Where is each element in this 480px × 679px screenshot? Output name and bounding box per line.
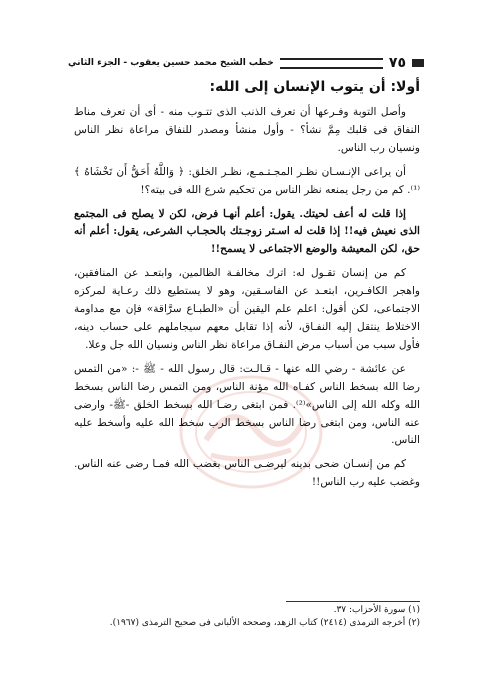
paragraph: وأصل التوبة وفـرعها أن تعرف الذنب الذى تتـوب منه - أى أن تعرف مناط النفاق فى قلبك مِمَّ نشأ؟ - وأول منشأ ومصدر للنفاق مراعاة نظر الناس ونسيان رب الناس. bbox=[74, 106, 420, 154]
paragraph: عن عائشة - رضي الله عنها - قـالـت: قال رسول الله - ﷺ -: «من التمس رضا الله بسخط الناس كفـاه الله مؤنة الناس، ومن التمس رضا الناس بسخط الله وكله الله إلى الناس»⁽²⁾. فمن ابتغى رضـا الله بسخط الخلق -ﷺ- وارضى عنه الناس، ومن ابتغى رضا الناس بسخط الرب سخط الله عليه وأسخط عليه الناس. bbox=[74, 362, 420, 447]
page-body bbox=[74, 76, 420, 498]
page-number: ٧٥ bbox=[388, 55, 406, 71]
footnote-divider bbox=[286, 601, 420, 602]
page-header bbox=[68, 55, 424, 71]
footnote: (٢) أخرجه الترمذى (٢٤١٤) كتاب الزهد، وصححه الألبانى فى صحيح الترمذى (١٩٦٧). bbox=[109, 618, 420, 628]
paragraph: كم من إنسـان ضحى بدينه ليرضـى الناس بغضب الله فمـا رضى عنه الناس. وغضب عليه رب الناس!! bbox=[74, 458, 420, 489]
paragraph: أن يراعى الإنـسـان نظـر المجـتـمـع، نظـر الخلق: ﴿ وَاللَّهُ أَحَقُّ أَن تَخْشَاهُ ﴾⁽¹⁾. كم من رجل يمنعه نظر الناس من تحكيم شرع الله فى بيته؟! bbox=[74, 165, 420, 196]
paragraph: كم من إنسان تقـول له: اترك مخالفـة الظالمين، وابتعـد عن المنافقين، واهجر الكافـرين، ابتعـد عن الفاسـقين، وهو لا يستطيع ذلك رعـاية لمركزه الاجتماعى، لكن أقول: اعلم علم اليقين أن «الطبـاع سرَّاقة» فإن مع مداومة الاختلاط ينتقل إليه النفـاق، لأنه إذا تقابل معهم سيجاملهم على حساب دينه، فأول سبب من أسباب مرض النفـاق مراعاة نظر الناس ونسيان الله جل وعلا. bbox=[74, 267, 420, 351]
header-rule bbox=[280, 58, 383, 69]
header-square bbox=[412, 59, 424, 67]
paragraph: إذا قلت له أعف لحيتك. يقول: أعلم أنهـا فرض، لكن لا يصلح فى المجتمع الذى نعيش فيه!! إذا قلت له اسـتر زوجـتك بالحجـاب الشرعى، يقول: أعلم أنه حق، لكن المعيشة والوضع الاجتماعى لا يسمح!! bbox=[74, 207, 420, 256]
section-heading: أولا: أن يتوب الإنسان إلى الله: bbox=[209, 79, 420, 95]
footnotes bbox=[74, 604, 420, 630]
footnote: (١) سورة الأحزاب: ٣٧. bbox=[333, 605, 420, 615]
book-title: خطب الشيخ محمد حسين يعقوب - الجزء الثاني bbox=[68, 58, 274, 68]
